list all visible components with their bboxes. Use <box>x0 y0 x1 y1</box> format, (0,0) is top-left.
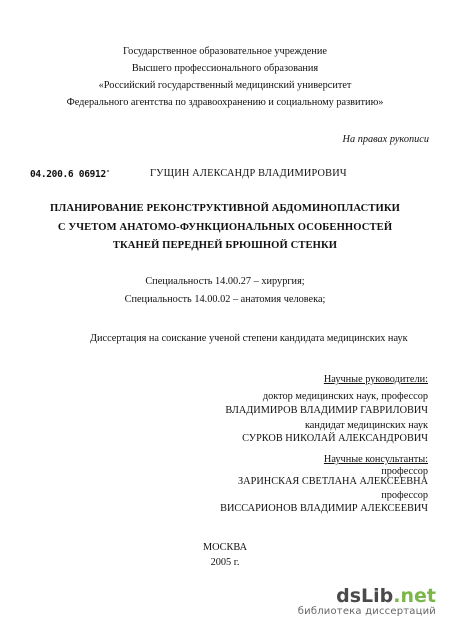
document-code-number: 04.200.6 06912 <box>30 169 106 181</box>
watermark-logo-main: dsLib <box>336 585 394 607</box>
institution-line-4: Федерального агентства по здравоохранению и социальному развитию» <box>66 97 384 108</box>
document-code-mark: - <box>105 167 110 175</box>
city: МОСКВА <box>202 542 248 553</box>
supervisors-heading: Научные руководители: <box>323 374 428 385</box>
specialty-line-2: Специальность 14.00.02 – анатомия человека; <box>124 294 326 305</box>
specialty-line-1: Специальность 14.00.27 – хирургия; <box>145 276 305 287</box>
consultant-2-name: ВИССАРИОНОВ ВЛАДИМИР АЛЕКСЕЕВИЧ <box>220 503 428 514</box>
supervisor-2-name: СУРКОВ НИКОЛАЙ АЛЕКСАНДРОВИЧ <box>242 433 428 444</box>
institution-line-2: Высшего профессионального образования <box>131 63 319 74</box>
consultant-2-title: профессор <box>381 490 428 501</box>
supervisor-1-title: доктор медицинских наук, профессор <box>262 391 428 402</box>
institution-line-3: «Российский государственный медицинский университет <box>98 80 352 91</box>
document-code <box>30 167 110 180</box>
consultants-heading: Научные консультанты: <box>323 454 428 465</box>
rights-note: На правах рукописи <box>342 134 429 145</box>
institution-line-1: Государственное образовательное учреждение <box>123 46 327 57</box>
title-line-1: ПЛАНИРОВАНИЕ РЕКОНСТРУКТИВНОЙ АБДОМИНОПЛАСТИКИ <box>50 203 400 214</box>
title-line-2: С УЧЕТОМ АНАТОМО-ФУНКЦИОНАЛЬНЫХ ОСОБЕННОСТЕЙ <box>57 222 393 233</box>
author-name: ГУЩИН АЛЕКСАНДР ВЛАДИМИРОВИЧ <box>150 168 347 179</box>
supervisor-2-title: кандидат медицинских наук <box>304 420 428 431</box>
consultant-1-title: профессор <box>381 466 428 477</box>
watermark-logo-text <box>298 586 436 606</box>
title-line-3: ТКАНЕЙ ПЕРЕДНЕЙ БРЮШНОЙ СТЕНКИ <box>112 240 338 251</box>
year: 2005 г. <box>210 557 240 568</box>
watermark-logo-tld: .net <box>393 585 436 607</box>
watermark-tagline: библиотека диссертаций <box>297 606 436 617</box>
dissertation-statement: Диссертация на соискание ученой степени кандидата медицинских наук <box>90 333 408 344</box>
watermark-logo <box>298 586 436 618</box>
consultant-1-name: ЗАРИНСКАЯ СВЕТЛАНА АЛЕКСЕЕВНА <box>238 476 428 487</box>
supervisor-1-name: ВЛАДИМИРОВ ВЛАДИМИР ГАВРИЛОВИЧ <box>225 405 428 416</box>
